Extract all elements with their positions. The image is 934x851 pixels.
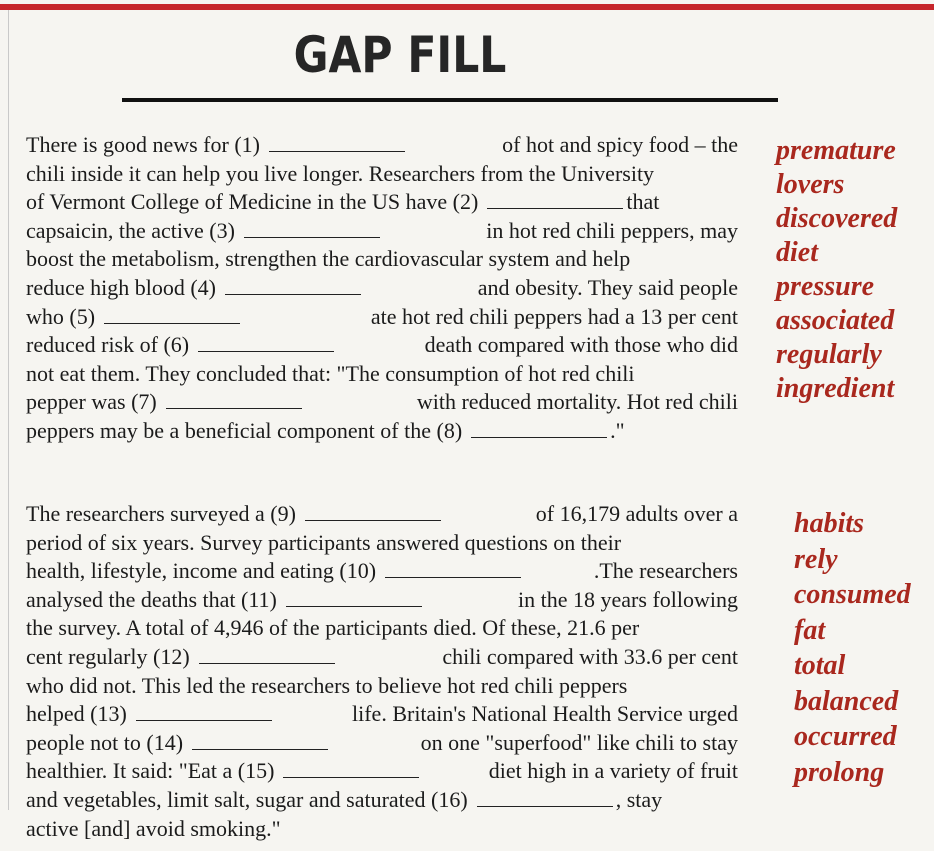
word-bank-item: occurred: [794, 721, 897, 752]
text-segment: in the 18 years following: [518, 586, 738, 612]
text-segment: reduce high blood (4): [26, 274, 216, 300]
text-line: [26, 360, 738, 389]
text-segment: diet high in a variety of fruit: [488, 758, 738, 784]
text-line: [26, 274, 738, 303]
text-segment: ate hot red chili peppers had a 13 per cent: [370, 303, 738, 329]
top-accent-rule: [0, 4, 934, 10]
text-line: [26, 500, 738, 529]
text-line: [26, 672, 738, 701]
word-bank-item: lovers: [776, 169, 845, 200]
answer-blank[interactable]: [471, 436, 607, 438]
title-underline: [122, 98, 778, 102]
text-segment: , stay: [615, 786, 663, 812]
text-line: [26, 586, 738, 615]
text-segment: death compared with those who did: [424, 332, 738, 358]
text-line: [26, 303, 738, 332]
text-line: [26, 757, 738, 786]
text-line: [26, 557, 738, 586]
answer-blank[interactable]: [192, 748, 328, 750]
answer-blank[interactable]: [286, 605, 422, 607]
word-bank-item: associated: [776, 305, 895, 336]
text-segment: life. Britain's National Health Service urged: [352, 701, 738, 727]
text-segment: and vegetables, limit salt, sugar and saturated (16): [26, 786, 468, 812]
text-segment: chili compared with 33.6 per cent: [442, 643, 738, 669]
text-segment: and obesity. They said people: [477, 274, 738, 300]
word-bank-item: diet: [776, 237, 818, 268]
text-segment: who (5): [26, 303, 96, 329]
text-segment: in hot red chili peppers, may: [486, 217, 738, 243]
text-line: [26, 643, 738, 672]
answer-blank[interactable]: [283, 776, 419, 778]
text-segment: chili inside it can help you live longer. Researchers from the University: [26, 160, 655, 186]
text-segment: not eat them. They concluded that: "The consumption of hot red chili: [26, 360, 635, 386]
text-segment: people not to (14): [26, 729, 184, 755]
text-segment: peppers may be a beneficial component of the (8): [26, 417, 463, 443]
text-segment: reduced risk of (6): [26, 332, 190, 358]
word-bank-item: consumed: [794, 579, 911, 610]
word-bank-item: regularly: [776, 339, 882, 370]
word-bank-item: ingredient: [776, 373, 895, 404]
text-line: [26, 417, 738, 446]
text-line: [26, 331, 738, 360]
text-segment: the survey. A total of 4,946 of the participants died. Of these, 21.6 per: [26, 615, 640, 641]
text-segment: cent regularly (12): [26, 643, 190, 669]
text-line: [26, 786, 738, 815]
text-segment: on one "superfood" like chili to stay: [420, 729, 738, 755]
text-line: [26, 131, 738, 160]
word-bank-item: total: [794, 650, 846, 681]
text-segment: of Vermont College of Medicine in the US have (2): [26, 189, 479, 215]
word-bank-item: pressure: [776, 271, 875, 302]
text-line: [26, 245, 738, 274]
answer-blank[interactable]: [477, 805, 613, 807]
text-segment: helped (13): [26, 701, 127, 727]
left-margin-rule: [8, 10, 9, 810]
text-line: [26, 529, 738, 558]
answer-blank[interactable]: [225, 293, 361, 295]
text-segment: active [and] avoid smoking.": [26, 815, 281, 841]
text-segment: that: [626, 189, 660, 215]
text-segment: period of six years. Survey participants answered questions on their: [26, 529, 622, 555]
word-bank-item: habits: [794, 508, 865, 539]
text-segment: pepper was (7): [26, 389, 157, 415]
answer-blank[interactable]: [198, 350, 334, 352]
text-line: [26, 160, 738, 189]
text-segment: There is good news for (1): [26, 132, 260, 157]
text-line: [26, 188, 738, 217]
text-segment: analysed the deaths that (11): [26, 586, 277, 612]
word-bank-item: fat: [794, 614, 826, 646]
word-bank-item: rely: [794, 543, 838, 575]
answer-blank[interactable]: [166, 407, 302, 409]
passage-2: [26, 500, 738, 843]
word-bank-item: balanced: [794, 685, 899, 717]
answer-blank[interactable]: [199, 662, 335, 664]
word-bank-2: [794, 506, 911, 790]
text-segment: of hot and spicy food – the: [502, 132, 738, 157]
answer-blank[interactable]: [104, 322, 240, 324]
text-segment: capsaicin, the active (3): [26, 217, 235, 243]
answer-blank[interactable]: [385, 576, 521, 578]
text-line: [26, 729, 738, 758]
text-segment: health, lifestyle, income and eating (10): [26, 558, 377, 584]
text-line: [26, 700, 738, 729]
answer-blank[interactable]: [269, 150, 405, 152]
text-segment: .": [610, 417, 625, 443]
text-segment: The researchers surveyed a (9): [26, 501, 296, 526]
text-segment: .The researchers: [593, 558, 738, 584]
answer-blank[interactable]: [487, 207, 623, 209]
text-line: [26, 217, 738, 246]
text-line: [26, 388, 738, 417]
text-segment: who did not. This led the researchers to believe hot red chili peppers: [26, 672, 628, 698]
word-bank-item: discovered: [776, 203, 898, 234]
text-segment: healthier. It said: "Eat a (15): [26, 758, 275, 784]
answer-blank[interactable]: [244, 236, 380, 238]
text-line: [26, 815, 738, 844]
text-segment: of 16,179 adults over a: [535, 501, 738, 526]
passage-1: [26, 131, 738, 446]
answer-blank[interactable]: [305, 519, 441, 521]
text-segment: with reduced mortality. Hot red chili: [416, 389, 738, 415]
answer-blank[interactable]: [136, 719, 272, 721]
page-title: GAP FILL: [293, 26, 507, 84]
text-line: [26, 614, 738, 643]
word-bank-1: [776, 134, 897, 406]
word-bank-item: premature: [776, 135, 896, 166]
text-segment: boost the metabolism, strengthen the cardiovascular system and help: [26, 246, 631, 272]
word-bank-item: prolong: [794, 756, 885, 788]
